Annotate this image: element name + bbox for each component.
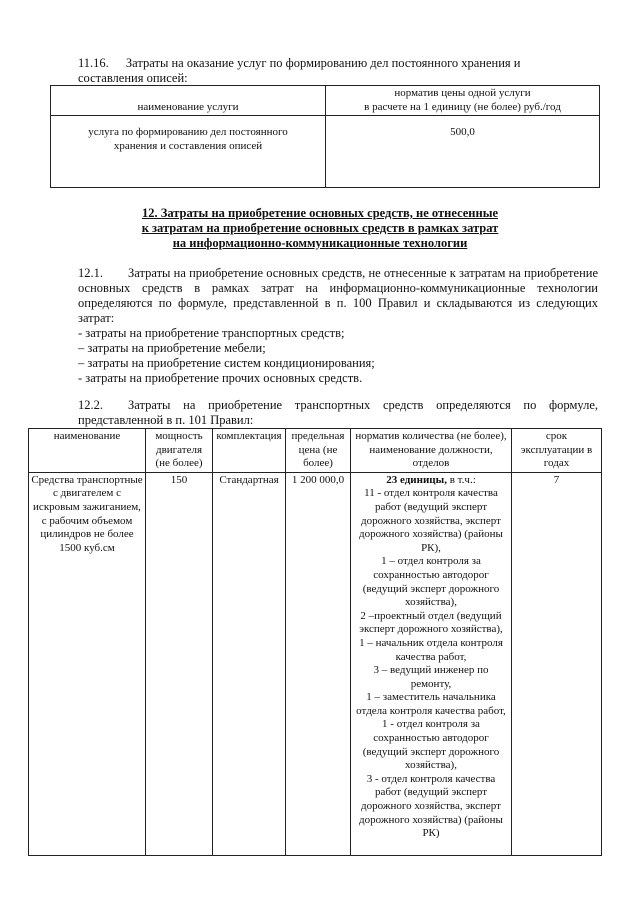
quantity-line: 3 - отдел контроля качества работ (ведущий эксперт дорожного хозяйства, эксперт дорожного хозяйства) (районы РК) xyxy=(359,772,503,840)
section-text: Затраты на приобретение основных средств, не отнесенные к затратам на приобретение основных средств в рамках затрат на информационно-коммуникационные технологии определяются по формуле, представленной в п. 100 Правил и складываются из следующих затрат: xyxy=(78,266,598,325)
quantity-line: 1 – начальник отдела контроля качества работ, xyxy=(359,636,503,663)
section-text: Затраты на оказание услуг по формированию дел постоянного хранения и xyxy=(125,56,521,70)
header-term: срок эксплуатации в годах xyxy=(512,429,602,473)
price-cell: 500,0 xyxy=(326,116,600,188)
header-kit: комплектация xyxy=(213,429,286,473)
header-price: предельная цена (не более) xyxy=(286,429,351,473)
header-name: наименование xyxy=(29,429,146,473)
header-quantity: норматив количества (не более), наименование должности, отделов xyxy=(351,429,512,473)
header-price-norm-line2: в расчете на 1 единицу (не более) руб./год xyxy=(364,100,561,113)
section-number: 12.2. xyxy=(78,398,103,412)
list-item: - затраты на приобретение прочих основных средств. xyxy=(78,371,363,385)
header-power: мощность двигателя (не более) xyxy=(146,429,213,473)
cost-list xyxy=(78,326,598,386)
header-price-norm xyxy=(326,86,600,116)
header-service-name: наименование услуги xyxy=(51,86,326,116)
quantity-intro: в т.ч.: xyxy=(446,473,476,486)
quantity-line: 1 – отдел контроля за сохранностью автодорог (ведущий эксперт дорожного хозяйства), xyxy=(362,555,500,609)
section-11-16 xyxy=(78,56,598,71)
table-row xyxy=(29,472,602,855)
section-12-1 xyxy=(78,266,598,326)
title-line3: на информационно-коммуникационные технологии xyxy=(172,236,468,250)
title-line1: 12. Затраты на приобретение основных средств, не отнесенные xyxy=(141,206,499,220)
title-line2: к затратам на приобретение основных средств в рамках затрат xyxy=(141,221,499,235)
service-name-line2: хранения и составления описей xyxy=(113,139,263,152)
section-text: Затраты на приобретение транспортных средств определяются по формуле, представленной в п. 101 Правил: xyxy=(78,398,598,427)
header-price-norm-line1: норматив цены одной услуги xyxy=(394,87,531,99)
section-12-title xyxy=(100,206,540,251)
section-text-cont: составления описей: xyxy=(78,71,188,85)
quantity-heading xyxy=(353,474,509,488)
list-item: – затраты на приобретение систем кондиционирования; xyxy=(78,356,375,370)
quantity-total: 23 единицы, xyxy=(386,473,447,486)
quantity-cell xyxy=(351,472,512,855)
services-table xyxy=(50,85,600,188)
table-header-row xyxy=(29,429,602,473)
quantity-line: 3 – ведущий инженер по ремонту, xyxy=(373,664,489,690)
section-12-2 xyxy=(78,398,598,428)
quantity-line: 2 –проектный отдел (ведущий эксперт дорожного хозяйства), xyxy=(359,609,503,636)
quantity-line: 11 - отдел контроля качества работ (ведущий эксперт дорожного хозяйства, эксперт дорожного хозяйства) (районы РК), xyxy=(359,487,503,554)
vehicles-table xyxy=(28,428,602,856)
power-cell: 150 xyxy=(146,472,213,855)
service-name-cell xyxy=(51,116,326,188)
table-header-row xyxy=(51,86,600,116)
price-cell: 1 200 000,0 xyxy=(286,472,351,855)
quantity-line: 1 – заместитель начальника отдела контроля качества работ, xyxy=(356,691,506,717)
service-name-line1: услуга по формированию дел постоянного xyxy=(88,126,288,139)
list-item: - затраты на приобретение транспортных средств; xyxy=(78,326,345,340)
section-number: 12.1. xyxy=(78,266,103,280)
vehicle-name-cell: Средства транспортные с двигателем с искровым зажиганием, с рабочим объемом цилиндров не более 1500 куб.см xyxy=(29,472,146,855)
table-row xyxy=(51,116,600,188)
kit-cell: Стандартная xyxy=(213,472,286,855)
quantity-line: 1 - отдел контроля за сохранностью автодорог (ведущий эксперт дорожного хозяйства), xyxy=(362,718,500,772)
section-number: 11.16. xyxy=(78,56,109,70)
term-cell: 7 xyxy=(512,472,602,855)
list-item: – затраты на приобретение мебели; xyxy=(78,341,266,355)
